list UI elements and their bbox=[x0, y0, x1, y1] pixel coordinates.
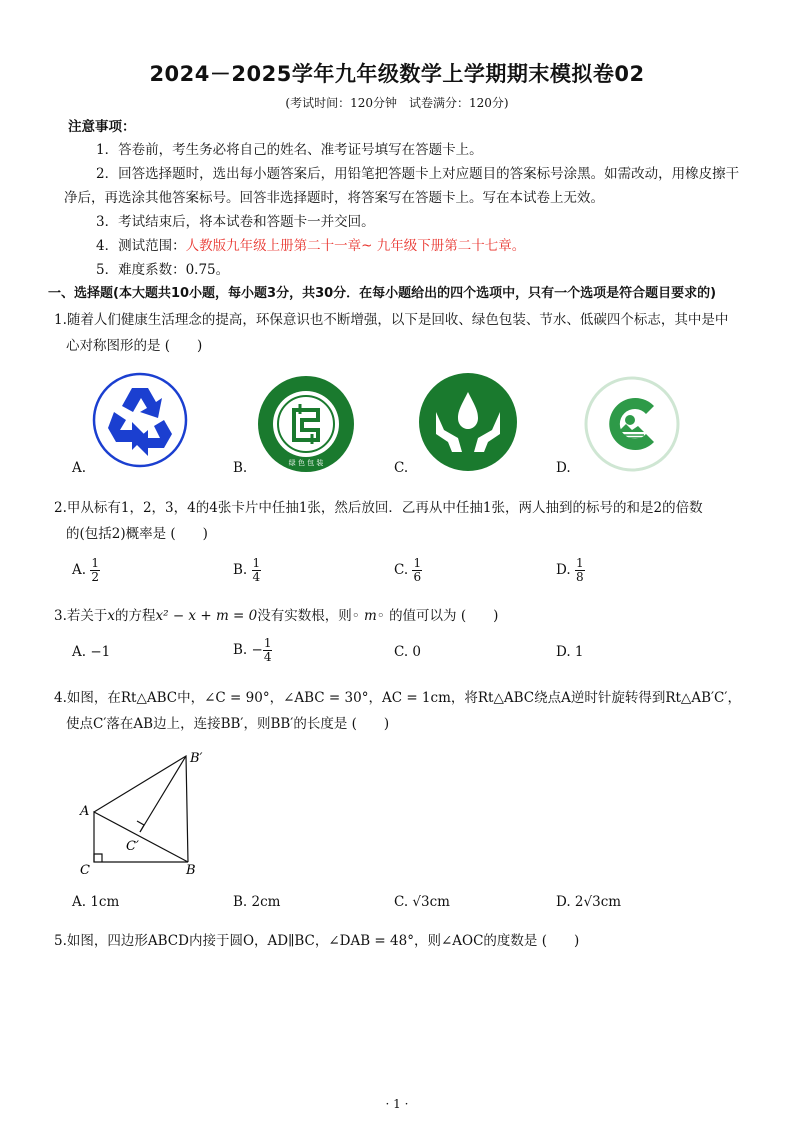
q1-option-b: B. bbox=[233, 460, 248, 476]
logo-b-bottom-text: 绿 色 包 装 bbox=[288, 459, 324, 467]
q2-a-num: 1 bbox=[91, 556, 99, 570]
q2-b-fraction bbox=[252, 557, 262, 584]
note-2b: 净后，再选涂其他答案标号。回答非选择题时，将答案写在答题卡上。写在本试卷上无效。 bbox=[64, 190, 604, 206]
note-1: 1．答卷前，考生务必将自己的姓名、准考证号填写在答题卡上。 bbox=[96, 142, 483, 158]
q3-option-c: C. 0 bbox=[394, 644, 422, 660]
q3-stem bbox=[54, 607, 498, 625]
q2-d-num: 1 bbox=[575, 556, 584, 570]
q2-a-fraction bbox=[90, 557, 100, 584]
q3-post: 没有实数根，则◦ bbox=[257, 608, 360, 624]
q3-b-label: B. − bbox=[233, 642, 263, 658]
q3-option-b bbox=[233, 637, 272, 664]
q2-c-fraction bbox=[412, 557, 422, 584]
recycle-logo bbox=[92, 372, 188, 468]
q2-option-b bbox=[233, 557, 261, 584]
q2-d-den: 8 bbox=[575, 570, 584, 584]
q3-equation: x² − x + m = 0 bbox=[155, 608, 258, 624]
note-2a: 2．回答选择题时，选出每小题答案后，用铅笔把答题卡上对应题目的答案标号涂黑。如需改动，用橡皮擦干 bbox=[96, 166, 740, 182]
triangle-abc bbox=[94, 812, 188, 862]
section-1-heading: 一、选择题(本大题共10小题，每小题3分，共30分．在每小题给出的四个选项中，只有一个选项是符合题目要求的) bbox=[48, 286, 717, 301]
q2-b-label: B. bbox=[233, 562, 248, 578]
note-3: 3．考试结束后，将本试卷和答题卡一并交回。 bbox=[96, 214, 375, 230]
q1-option-d: D. bbox=[556, 460, 571, 476]
test-range: 人教版九年级上册第二十一章~ 九年级下册第二十七章。 bbox=[185, 238, 526, 254]
q2-option-a bbox=[72, 557, 100, 584]
notes-heading: 注意事项： bbox=[68, 119, 136, 135]
q3-mid: 的方程 bbox=[115, 608, 156, 624]
q1-option-a: A. bbox=[72, 460, 87, 476]
q3-b-den: 4 bbox=[263, 650, 272, 664]
q3-b-num: 1 bbox=[263, 636, 272, 650]
label-bp: B′ bbox=[190, 751, 203, 766]
q4-line1: 4.如图，在Rt△ABC中，∠C = 90°，∠ABC = 30°，AC = 1cm，将Rt△ABC绕点A逆时针旋转得到Rt△AB′C′， bbox=[54, 690, 741, 706]
label-a: A bbox=[80, 804, 90, 819]
label-c: C bbox=[80, 863, 90, 878]
q1-line2: 心对称图形的是 ( ) bbox=[66, 338, 203, 354]
page-number: · 1 · bbox=[385, 1097, 409, 1111]
q2-a-label: A. bbox=[72, 562, 87, 578]
q2-option-c bbox=[394, 557, 422, 584]
q2-line2: 的(包括2)概率是 ( ) bbox=[66, 526, 208, 542]
q3-b-fraction bbox=[263, 637, 273, 664]
q4-option-b: B. 2cm bbox=[233, 894, 281, 910]
q3-var-m: m◦ bbox=[364, 608, 385, 624]
q4-option-a: A. 1cm bbox=[72, 894, 120, 910]
q3-option-a: A. −1 bbox=[72, 644, 111, 660]
right-angle-cp bbox=[137, 821, 144, 832]
green-packaging-logo bbox=[256, 374, 356, 474]
exam-info: (考试时间：120分钟 试卷满分：120分) bbox=[285, 96, 509, 110]
q2-option-d bbox=[556, 557, 585, 584]
q3-option-d: D. 1 bbox=[556, 644, 584, 660]
q2-c-num: 1 bbox=[413, 556, 422, 570]
q2-b-num: 1 bbox=[252, 556, 261, 570]
q2-d-fraction bbox=[575, 557, 585, 584]
triangle-figure bbox=[76, 748, 216, 883]
right-angle-c bbox=[94, 854, 102, 862]
q2-d-label: D. bbox=[556, 562, 571, 578]
note-5: 5．难度系数：0.75。 bbox=[96, 262, 230, 278]
note-4 bbox=[96, 237, 525, 255]
q5-line1: 5.如图，四边形ABCD内接于圆O，AD∥BC，∠DAB = 48°，则∠AOC的度数是 ( ) bbox=[54, 933, 580, 949]
page-title: 2024－2025学年九年级数学上学期期末模拟卷02 bbox=[149, 62, 645, 86]
segment-bpcp bbox=[140, 756, 186, 832]
note-4-prefix: 4．测试范围： bbox=[96, 238, 186, 254]
q4-line2: 使点C′落在AB边上，连接BB′，则BB′的长度是 ( ) bbox=[66, 716, 390, 732]
q3-end: 的值可以为 ( ) bbox=[389, 608, 499, 624]
q2-c-den: 6 bbox=[413, 570, 422, 584]
q4-option-d: D. 2√3cm bbox=[556, 894, 622, 910]
q2-line1: 2.甲从标有1，2，3，4的4张卡片中任抽1张，然后放回．乙再从中任抽1张，两人抽到的标号的和是2的倍数 bbox=[54, 500, 703, 516]
q4-option-c: C. √3cm bbox=[394, 894, 450, 910]
low-carbon-logo bbox=[584, 376, 680, 472]
q3-pre: 3.若关于 bbox=[54, 608, 108, 624]
water-saving-logo bbox=[418, 372, 518, 472]
q1-option-c: C. bbox=[394, 460, 409, 476]
triangle-abpcp bbox=[94, 756, 188, 862]
q2-c-label: C. bbox=[394, 562, 409, 578]
q2-b-den: 4 bbox=[252, 570, 261, 584]
q2-a-den: 2 bbox=[91, 570, 99, 584]
label-cp: C′ bbox=[126, 839, 139, 854]
q1-line1: 1.随着人们健康生活理念的提高，环保意识也不断增强，以下是回收、绿色包装、节水、低碳四个标志，其中是中 bbox=[54, 312, 729, 328]
label-b: B bbox=[186, 863, 196, 878]
q3-var-x: x bbox=[107, 608, 116, 624]
